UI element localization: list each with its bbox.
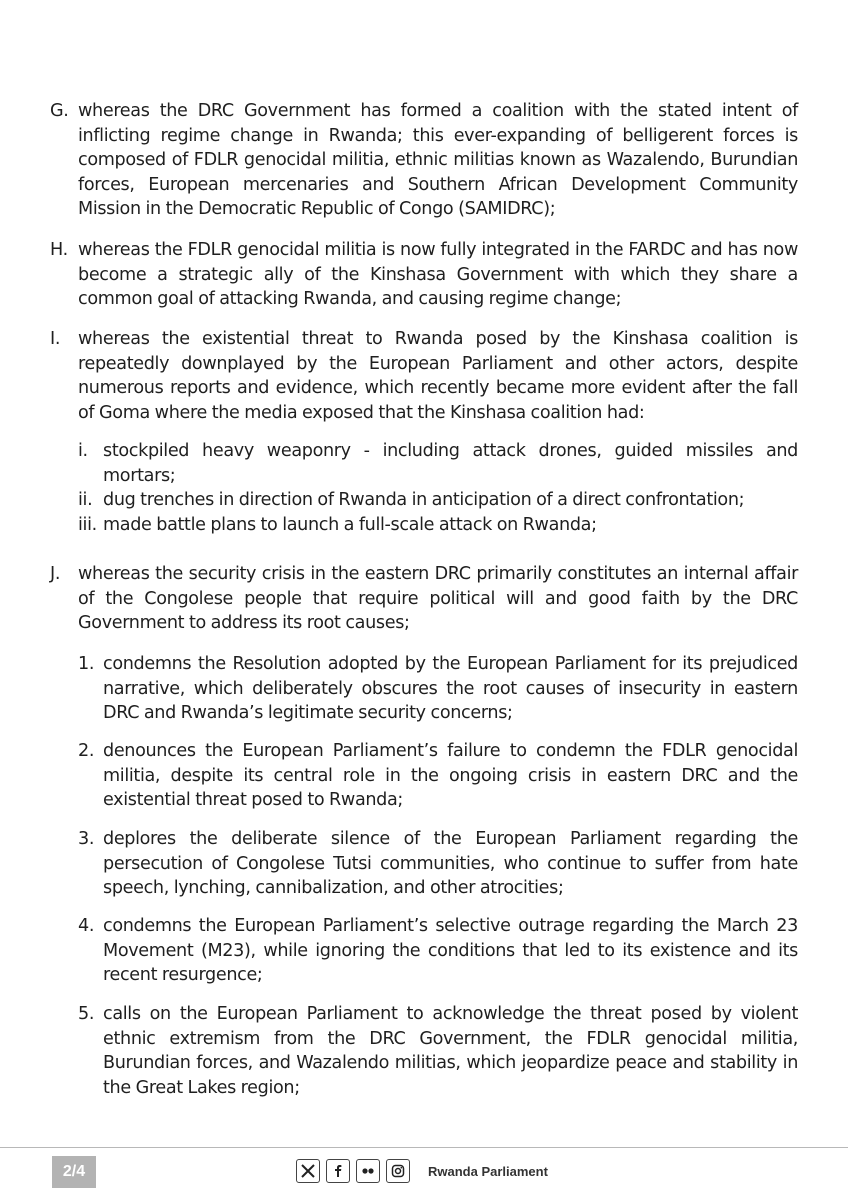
resolution-5 bbox=[78, 1002, 798, 1100]
recital-marker: I. bbox=[50, 329, 61, 349]
recital-h bbox=[50, 238, 798, 312]
resolution-marker: 2. bbox=[78, 741, 95, 761]
list-item bbox=[78, 513, 798, 538]
resolution-3 bbox=[78, 827, 798, 901]
list-item bbox=[78, 488, 798, 513]
recital-j bbox=[50, 562, 798, 636]
resolution-text: condemns the European Parliament’s selective outrage regarding the March 23 Movement (M23), while ignoring the conditions that led to its existence and its recent resurgence; bbox=[103, 916, 798, 986]
recital-marker: J. bbox=[50, 564, 61, 584]
recital-marker: G. bbox=[50, 101, 69, 121]
list-marker: i. bbox=[78, 441, 88, 461]
sub-item-list bbox=[78, 439, 798, 537]
resolution-4 bbox=[78, 914, 798, 988]
facebook-icon[interactable] bbox=[326, 1159, 350, 1183]
resolution-marker: 3. bbox=[78, 829, 95, 849]
recital-text: whereas the FDLR genocidal militia is now fully integrated in the FARDC and has now become a strategic ally of the Kinshasa Government with which they share a common goal of attacking Rwanda, and causing regime change; bbox=[78, 240, 798, 310]
list-text: dug trenches in direction of Rwanda in anticipation of a direct confrontation; bbox=[103, 490, 745, 511]
flickr-icon[interactable] bbox=[356, 1159, 380, 1183]
list-text: made battle plans to launch a full-scale attack on Rwanda; bbox=[103, 514, 597, 535]
recital-text: whereas the security crisis in the eastern DRC primarily constitutes an internal affair of the Congolese people that require political will and good faith by the DRC Government to address its root causes; bbox=[78, 564, 798, 634]
resolution-marker: 1. bbox=[78, 654, 95, 674]
recital-i bbox=[50, 327, 798, 425]
list-text: stockpiled heavy weaponry - including attack drones, guided missiles and mortars; bbox=[103, 441, 798, 486]
recital-text: whereas the existential threat to Rwanda posed by the Kinshasa coalition is repeatedly downplayed by the European Parliament and other actors, despite numerous reports and evidence, which recently became more evident after the fall of Goma where the media exposed that the Kinshasa coalition had: bbox=[78, 329, 798, 423]
resolution-1 bbox=[78, 652, 798, 726]
resolution-text: deplores the deliberate silence of the European Parliament regarding the persecution of Congolese Tutsi communities, who continue to suffer from hate speech, lynching, cannibalization, and other atrocities; bbox=[103, 829, 798, 899]
list-item bbox=[78, 439, 798, 488]
recital-text: whereas the DRC Government has formed a coalition with the stated intent of inflicting regime change in Rwanda; this ever-expanding of belligerent forces is composed of FDLR genocidal militia, ethnic militias known as Wazalendo, Burundian forces, European mercenaries and Southern African Development Community Mission in the Democratic Republic of Congo (SAMIDRC); bbox=[78, 101, 798, 220]
brand-name: Rwanda Parliament bbox=[428, 1164, 548, 1179]
resolution-text: calls on the European Parliament to acknowledge the threat posed by violent ethnic extremism from the DRC Government, the FDLR genocidal militia, Burundian forces, and Wazalendo militias, which jeopardize peace and stability in the Great Lakes region; bbox=[103, 1004, 798, 1098]
x-icon[interactable] bbox=[296, 1159, 320, 1183]
list-marker: ii. bbox=[78, 490, 93, 511]
resolution-2 bbox=[78, 739, 798, 813]
recital-g bbox=[50, 99, 798, 222]
resolution-text: denounces the European Parliament’s failure to condemn the FDLR genocidal militia, despite its central role in the ongoing crisis in eastern DRC and the existential threat posed to Rwanda; bbox=[103, 741, 798, 811]
list-marker: iii. bbox=[78, 514, 97, 535]
page-number: 2/4 bbox=[52, 1156, 96, 1188]
footer-divider bbox=[0, 1147, 848, 1148]
instagram-icon[interactable] bbox=[386, 1159, 410, 1183]
resolution-marker: 4. bbox=[78, 916, 95, 936]
social-links bbox=[296, 1159, 410, 1183]
resolution-marker: 5. bbox=[78, 1004, 95, 1024]
recital-marker: H. bbox=[50, 240, 68, 260]
resolution-text: condemns the Resolution adopted by the European Parliament for its prejudiced narrative, which deliberately obscures the root causes of insecurity in eastern DRC and Rwanda’s legitimate security concerns; bbox=[103, 654, 798, 724]
